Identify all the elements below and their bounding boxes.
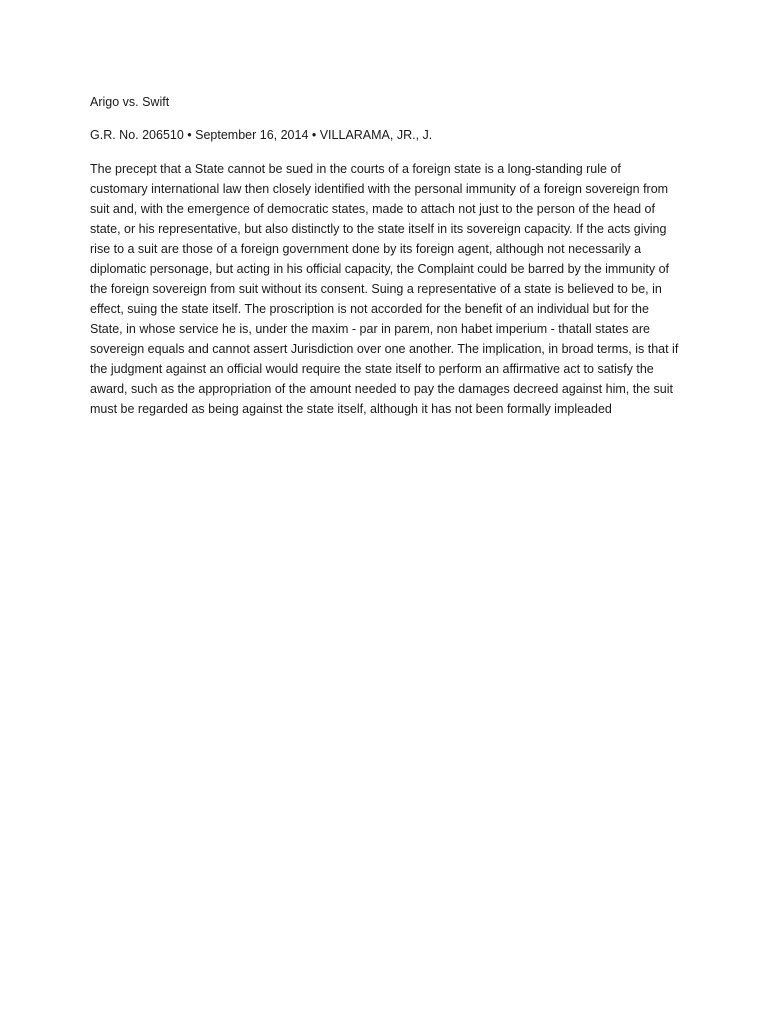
- document-content: [90, 93, 682, 419]
- case-citation: G.R. No. 206510 • September 16, 2014 • VILLARAMA, JR., J.: [90, 128, 433, 142]
- document-title: Arigo vs. Swift: [90, 95, 170, 109]
- case-summary-paragraph: The precept that a State cannot be sued in the courts of a foreign state is a long-standing rule of customary international law then closely identified with the personal immunity of a foreign sovereign from suit and, with the emergence of democratic states, made to attach not just to the person of the head of state, or his representative, but also distinctly to the state itself in its sovereign capacity. If the acts giving rise to a suit are those of a foreign government done by its foreign agent, although not necessarily a diplomatic personage, but acting in his official capacity, the Complaint could be barred by the immunity of the foreign sovereign from suit without its consent. Suing a representative of a state is believed to be, in effect, suing the state itself. The proscription is not accorded for the benefit of an individual but for the State, in whose service he is, under the maxim - par in parem, non habet imperium - thatall states are sovereign equals and cannot assert Jurisdiction over one another. The implication, in broad terms, is that if the judgment against an official would require the state itself to perform an affirmative act to satisfy the award, such as the appropriation of the amount needed to pay the damages decreed against him, the suit must be regarded as being against the state itself, although it has not been formally impleaded: [90, 162, 679, 416]
